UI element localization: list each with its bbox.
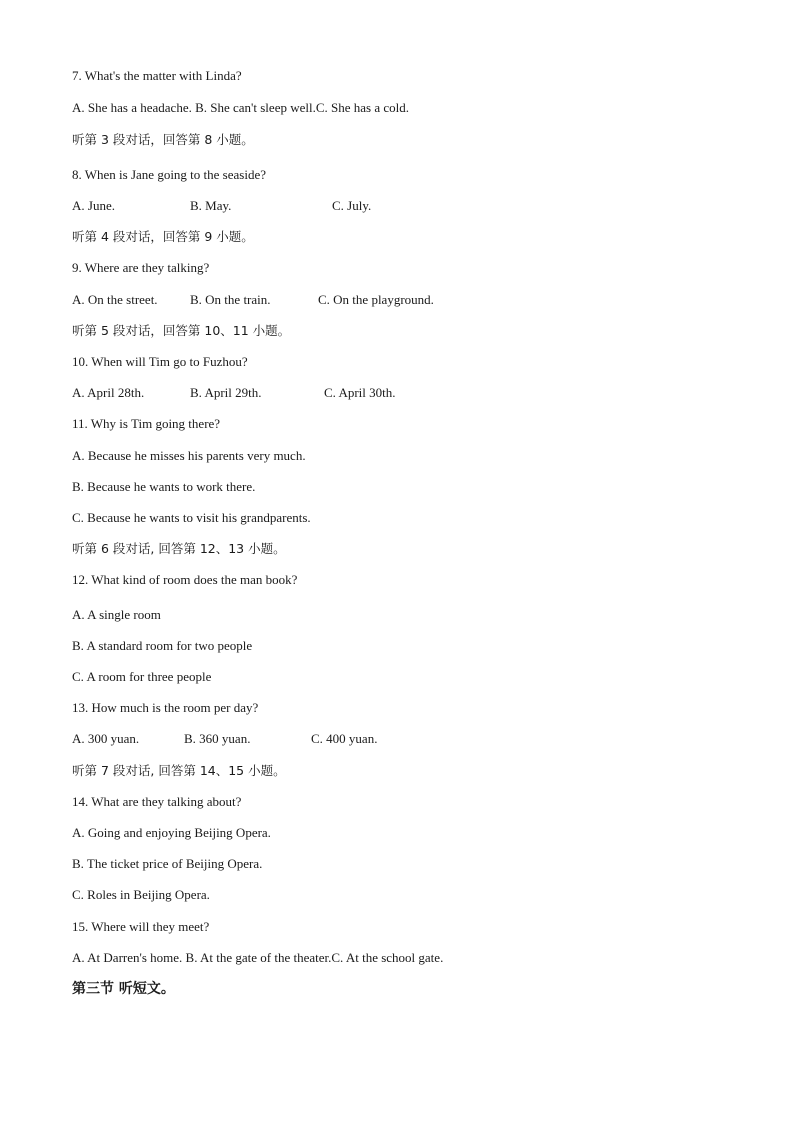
question-7: 7. What's the matter with Linda? xyxy=(72,68,242,83)
question-7-options: A. She has a headache. B. She can't sleep well.C. She has a cold. xyxy=(72,100,409,115)
question-12-option-a: A. A single room xyxy=(72,607,161,622)
option-c: C. July. xyxy=(332,198,372,213)
question-14-option-a: A. Going and enjoying Beijing Opera. xyxy=(72,825,271,840)
section-instruction-5: 听第 5 段对话，回答第 10、11 小题。 xyxy=(72,323,291,338)
section-instruction-7: 听第 7 段对话, 回答第 14、15 小题。 xyxy=(72,763,286,778)
question-14-option-b: B. The ticket price of Beijing Opera. xyxy=(72,856,263,871)
option-b: B. May. xyxy=(190,198,232,213)
option-b: B. April 29th. xyxy=(190,385,262,400)
option-a: A. April 28th. xyxy=(72,385,145,400)
option-c: C. On the playground. xyxy=(318,292,434,307)
option-a: A. 300 yuan. xyxy=(72,731,140,746)
question-10: 10. When will Tim go to Fuzhou? xyxy=(72,354,248,369)
question-9-options xyxy=(72,292,434,308)
question-8: 8. When is Jane going to the seaside? xyxy=(72,167,266,182)
question-12-option-b: B. A standard room for two people xyxy=(72,638,253,653)
question-13: 13. How much is the room per day? xyxy=(72,700,259,715)
part-3-heading: 第三节 听短文。 xyxy=(72,981,175,997)
question-11: 11. Why is Tim going there? xyxy=(72,416,221,431)
question-15-options: A. At Darren's home. B. At the gate of the theater.C. At the school gate. xyxy=(72,950,444,965)
option-a: A. On the street. xyxy=(72,292,158,307)
question-9: 9. Where are they talking? xyxy=(72,260,210,275)
option-b: B. 360 yuan. xyxy=(184,731,251,746)
question-12-option-c: C. A room for three people xyxy=(72,669,212,684)
question-14: 14. What are they talking about? xyxy=(72,794,242,809)
question-13-options xyxy=(72,731,378,747)
question-10-options xyxy=(72,385,396,401)
question-11-option-a: A. Because he misses his parents very much. xyxy=(72,448,306,463)
option-b: B. On the train. xyxy=(190,292,271,307)
question-11-option-b: B. Because he wants to work there. xyxy=(72,479,256,494)
question-12: 12. What kind of room does the man book? xyxy=(72,572,298,587)
option-c: C. April 30th. xyxy=(324,385,396,400)
section-instruction-6: 听第 6 段对话, 回答第 12、13 小题。 xyxy=(72,541,286,556)
option-a: A. June. xyxy=(72,198,115,213)
question-11-option-c: C. Because he wants to visit his grandparents. xyxy=(72,510,311,525)
question-15: 15. Where will they meet? xyxy=(72,919,210,934)
question-14-option-c: C. Roles in Beijing Opera. xyxy=(72,887,210,902)
question-8-options xyxy=(72,198,372,214)
section-instruction-3: 听第 3 段对话，回答第 8 小题。 xyxy=(72,132,254,147)
option-c: C. 400 yuan. xyxy=(311,731,378,746)
section-instruction-4: 听第 4 段对话，回答第 9 小题。 xyxy=(72,229,254,244)
